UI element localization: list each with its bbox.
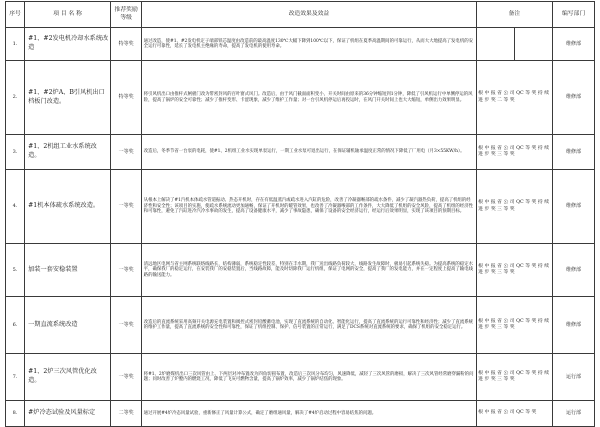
effect-text: 通过开展#4炉冷态风量试验，重新修正了风量计算公式，确定了磨组通风量，解决了#4炉启动过程中容易结焦的问题。: [142, 401, 477, 427]
header-project: 项 目 名 称: [25, 2, 111, 28]
row-no: 2.: [6, 61, 25, 135]
effect-text: 将引风机出口由推杆式闸板门改为带密封风的百叶窗式风门。改造后，由于风门截面面积变小，开关时间由原来的36分钟缩短到1分钟，降低了引风机运行中单侧停运的风险，提高了锅炉的安全可靠性；减少了推杆变形、卡涩现象，减少了维护工作量；对一台引风机停运后再投运时，在风门开关时间上也大大缩短，单侧出力效果明显。: [142, 61, 477, 135]
project-name: 加装一套安稳装置: [25, 244, 111, 297]
effect-text: 通过改造，使#1、#2发电机定子端部铁芯温度由改造前的最高温度130℃大幅下降到100℃以下，保证了机组在夏季高温期间的可靠运行，从而大大地提高了发电机的安全运行可靠性，延长了发电机主绝缘的寿命，提高了发电机的使用寿命。: [142, 28, 477, 61]
note-text: 根 中 报 省 公 司 QC 等 奖 持 续 进 步 奖 三 等 奖: [476, 244, 552, 297]
project-name: #1、#2炉A、B引风机出口档板门改造。: [25, 61, 111, 135]
header-dept: 编写部门: [553, 2, 595, 28]
note-text: 根 中 报 省 公 司 QC 等 奖 持 续 进 步 奖 三 等 奖: [476, 354, 552, 401]
note-text: 根 中 报 省 公 司 QC 等 奖 持 续 进 步 奖 二 等 奖: [476, 61, 552, 135]
table-header-row: [6, 2, 595, 28]
row-no: 6.: [6, 297, 25, 354]
dept-name: 维修部: [553, 170, 595, 244]
project-name: 一期直流系统改造: [25, 297, 111, 354]
project-name: #1、#2发电机冷却水系统改造: [25, 28, 111, 61]
note-text: 根 中 报 省 公 司 QC 等 奖 持 续 进 步 奖 三 等 奖: [476, 135, 552, 170]
table-row: [6, 401, 595, 427]
row-no: 5.: [6, 244, 25, 297]
row-no: 1.: [6, 28, 25, 61]
effect-text: 改造后的直流系统采用高频开关电源充电装置和阀控式密封铅酸蓄电池，实现了直流系统的自动化、智能化运行，提高了直流系统的运行可靠性和经济性；减少了直流系统的维护工作量，提高了直流系统的安全性和可靠性，保证了机组控制、保护、信号装置的正常运行，满足了DCS系统对直流系统的要求，确保了机组的安全稳定运行。: [142, 297, 477, 354]
dept-name: 维修部: [553, 135, 595, 170]
project-name: #1、2机组工业水系统改造。: [25, 135, 111, 170]
effect-text: 将#1、2炉磨煤机出口三次风管由上、下两层对冲布置改为四角切圆布置，改造后三次风分布均匀，风速降低，减轻了三次风管的磨损，解决了三次风管经常磨穿漏粉的问题；同时改善了炉膛内的燃烧工况，降低了飞灰可燃物含量，提高了锅炉效率，减少了锅炉结焦的现象。: [142, 354, 477, 401]
award-level: 特等奖: [111, 61, 142, 135]
header-level: 推荐奖励等级: [111, 2, 142, 28]
dept-name: 运行部: [553, 354, 595, 401]
table-row: [6, 354, 595, 401]
project-name: #1机本体疏水系统改造。: [25, 170, 111, 244]
project-name: #炉冷态试验及风量标定: [25, 401, 111, 427]
table-row: [6, 135, 595, 170]
table-row: [6, 297, 595, 354]
table-row: [6, 244, 595, 297]
row-no: 4.: [6, 170, 25, 244]
note-text: 根 中 报 省 公 司 QC 等 奖: [476, 401, 552, 427]
dept-name: 维修部: [553, 28, 595, 61]
table-row: [6, 170, 595, 244]
effect-text: 从根本上解决了#1汽机本体疏水管道振动、热态开机时，存在有低温蒸汽或疏水进入汽缸的危险，改善了冷凝器喉部的疏水条件，减少了凝汽器热负荷，提高了机组的经济性和安全性；该项目的实施，使疏水系统流动更加通畅，保证了开机时的暖管效果，也改善了冷凝器喉部的工作条件，大大降低了机组的安全风险，提高了机组的经济性和可靠性，避免了汽缸进冷汽冷水事故的发生，提高了设备健康水平，减少了事故隐患，确保了设备的安全经济运行，经运行后效果明显，实现了该项目的预期目标。: [142, 170, 477, 244]
award-level: 一等奖: [111, 244, 142, 297]
dept-name: 维修部: [553, 61, 595, 135]
award-level: 二等奖: [111, 401, 142, 427]
note-text: [476, 28, 514, 61]
header-effect: 改造效果及效益: [142, 2, 477, 28]
row-no: 7.: [6, 354, 25, 401]
dept-name: 运行部: [553, 401, 595, 427]
award-level: 特等奖: [111, 28, 142, 61]
row-no: 3.: [6, 135, 25, 170]
effect-text: 清远地区电网与省主网系统联络线路长，结构薄弱，系统稳定性较差，特别在丰水期，我厂送出线路负荷较大，线路发生故障时，极易引起系统失稳。为提高系统的稳定水平，确保我厂的稳定运行，在安装我厂的安稳装置后，当线路故障，能及时切除我厂运行机组，保证了电网的安全，提高了我厂的发电能力，并在一定程度上提高了输电线路的输送能力。: [142, 244, 477, 297]
project-name: #1、2炉三次风管优化改造。: [25, 354, 111, 401]
effect-text: 改造后，冬季节省一台泵的电耗，使#1、2机组工业水实现单泵运行，一期工业水泵可退出运行，在保证辅机轴承温度正常的情况下降低了厂用电（月3×55KW/h）。: [142, 135, 477, 170]
table-row: [6, 28, 595, 61]
note-blank: [514, 28, 552, 61]
row-no: 8.: [6, 401, 25, 427]
header-note: 备注: [476, 2, 552, 28]
note-text: 根 中 报 省 公 司 QC 等 奖 持 续 进 步 奖 三 等 奖: [476, 170, 552, 244]
header-no: 序号: [6, 2, 25, 28]
award-level: 一等奖: [111, 297, 142, 354]
award-table: [5, 1, 595, 427]
dept-name: 维修部: [553, 297, 595, 354]
award-level: 一等奖: [111, 170, 142, 244]
award-level: 一等奖: [111, 135, 142, 170]
table-row: [6, 61, 595, 135]
note-text: 根 中 报 省 公 司 QC 等 奖 持 续 进 步 奖 三 等 奖: [476, 297, 552, 354]
award-level: 一等奖: [111, 354, 142, 401]
dept-name: 维修部: [553, 244, 595, 297]
